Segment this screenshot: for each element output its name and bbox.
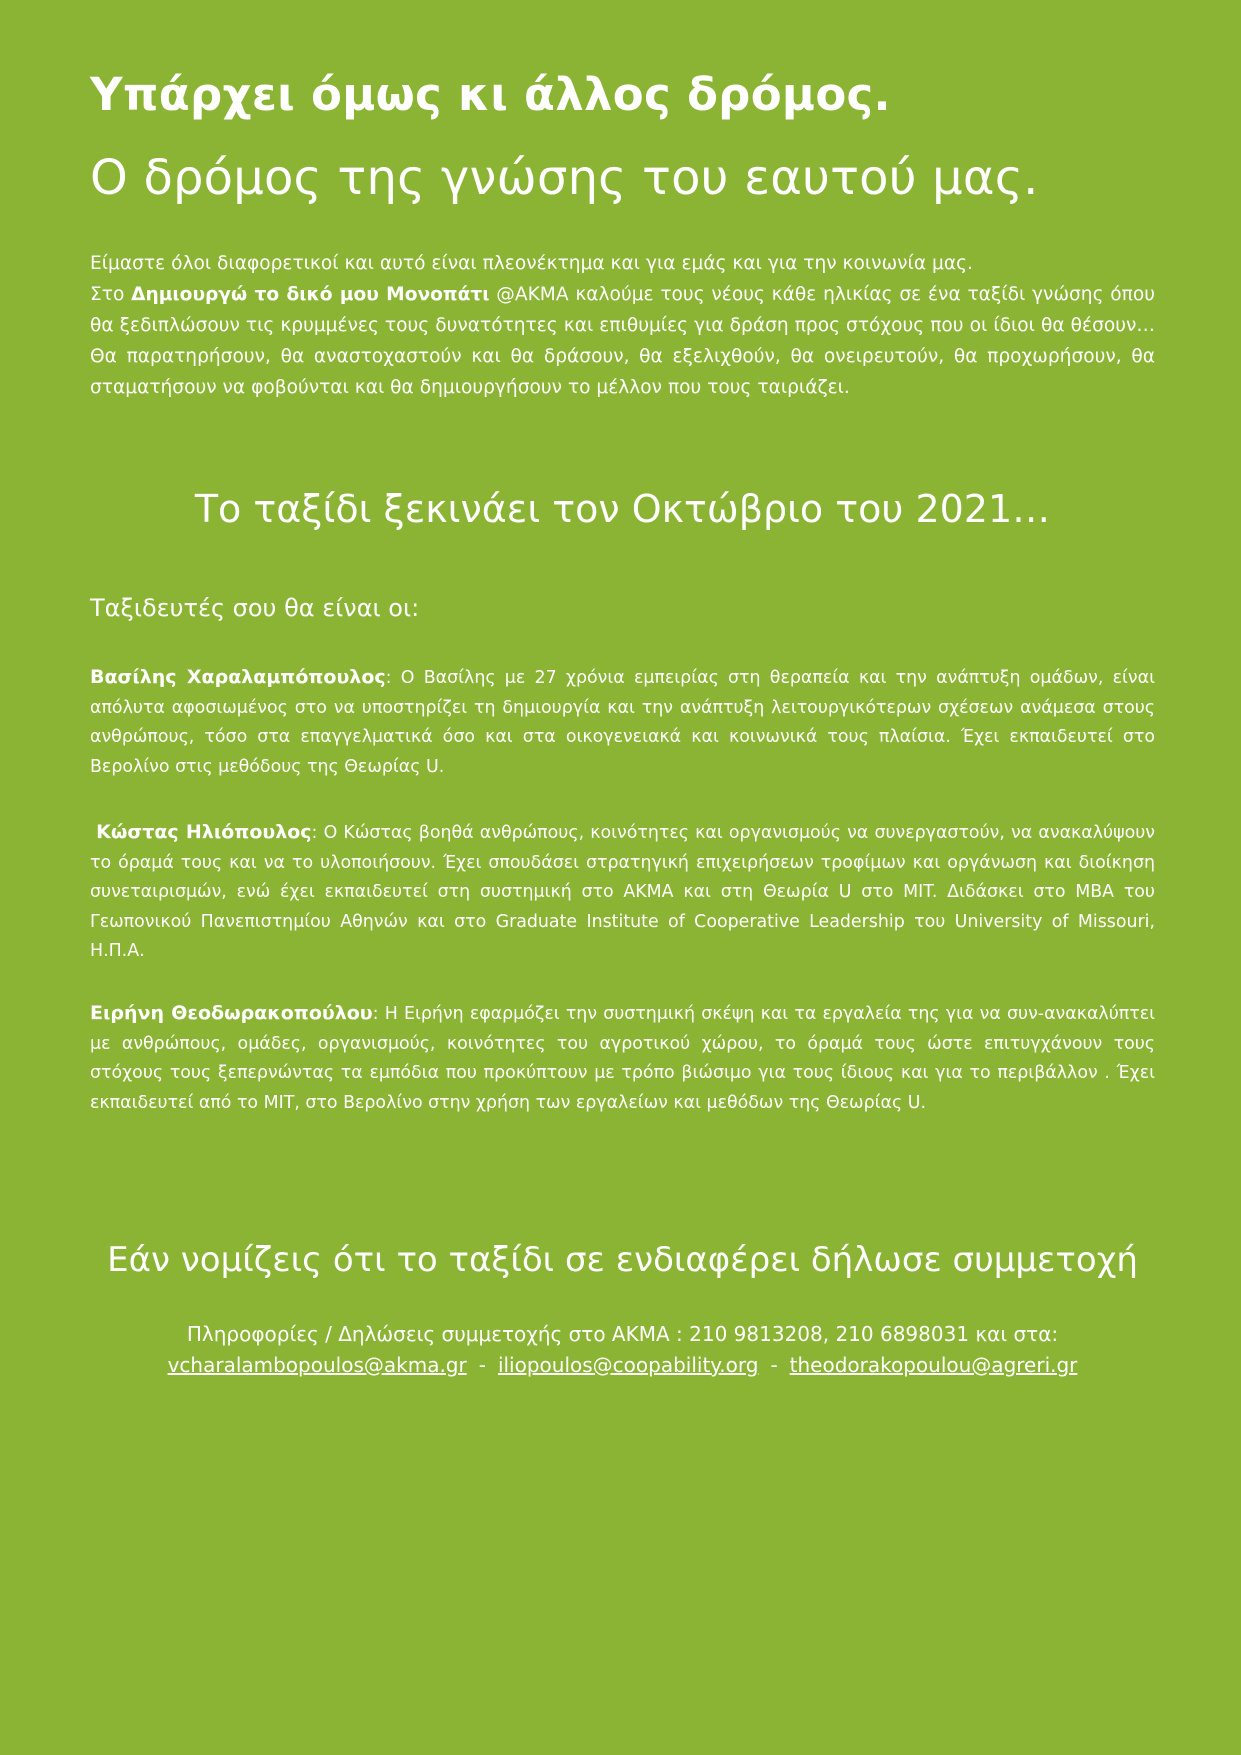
intro-paragraph [90, 248, 1155, 403]
call-to-action: Εάν νομίζεις ότι το ταξίδι σε ενδιαφέρει δήλωσε συμμετοχή [107, 1240, 1138, 1280]
bio-eirini [90, 999, 1155, 1118]
journey-start-heading: Το ταξίδι ξεκινάει τον Οκτώβριο του 2021… [194, 487, 1051, 531]
email-link-theodorakopoulou[interactable]: theodorakopoulou@agreri.gr [789, 1353, 1078, 1377]
bio-kostas [90, 818, 1155, 967]
bio-name: Κώστας Ηλιόπουλος [96, 821, 312, 843]
bio-name: Ειρήνη Θεοδωρακοπούλου [90, 1002, 373, 1024]
intro-rest: @ΑΚΜΑ καλούμε τους νέους κάθε ηλικίας σε ένα ταξίδι γνώσης όπου θα ξεδιπλώσουν τις κρυμμένες τους δυνατότητες και επιθυμίες για δράση προς στόχους που οι ίδιοι θα θέσουν… Θα παρατηρήσουν, θα αναστοχαστούν και θα δράσουν, θα εξελιχθούν, θα ονειρευτούν, θα προχωρήσουν, θα σταματήσουν να φοβούνται και θα δημιουργήσουν το μέλλον που τους ταιριάζει. [90, 284, 1155, 398]
travellers-heading: Ταξιδευτές σου θα είναι οι: [90, 594, 420, 622]
contact-emails [90, 1350, 1155, 1381]
headline-subtitle: Ο δρόμος της γνώσης του εαυτού μας. [90, 150, 1039, 206]
program-name: Δημιουργώ το δικό μου Μονοπάτι [131, 284, 490, 305]
email-link-iliopoulos[interactable]: iliopoulos@coopability.org [497, 1353, 759, 1377]
email-separator: - [478, 1353, 486, 1377]
contact-info [90, 1319, 1155, 1381]
contact-line: Πληροφορίες / Δηλώσεις συμμετοχής στο ΑΚΜΑ : 210 9813208, 210 6898031 και στα: [186, 1322, 1059, 1346]
bio-text: : Ο Κώστας βοηθά ανθρώπους, κοινότητες και οργανισμούς να συνεργαστούν, να ανακαλύψουν το όραμά τους και να το υλοποιήσουν. Έχει σπουδάσει στρατηγική επιχειρήσεων τροφίμων και οργάνωση και διοίκηση συνεταιρισμών, ενώ έχει εκπαιδευτεί στη συστημική στο ΑΚΜΑ και στη Θεωρία U στο MIT. Διδάσκει στο MBA του Γεωπονικού Πανεπιστημίου Αθηνών και στο Graduate Institute of Cooperative Leadership του University of Missouri, Η.Π.Α. [90, 823, 1155, 961]
intro-line-1: Είμαστε όλοι διαφορετικοί και αυτό είναι πλεονέκτημα και για εμάς και για την κοινωνία μας. [90, 253, 973, 274]
bio-text: : Η Ειρήνη εφαρμόζει την συστημική σκέψη και τα εργαλεία της για να συν-ανακαλύπτει με ανθρώπους, ομάδες, οργανισμούς, κοινότητες του αγροτικού χώρου, το όραμά τους ώστε επιτυγχάνουν τους στόχους τους ξεπερνώντας τα εμπόδια που προκύπτουν με τρόπο βιώσιμο για τους ίδιους και για το περιβάλλον . Έχει εκπαιδευτεί από το MIT, στο Βερολίνο στην χρήση των εργαλείων και μεθόδων της Θεωρίας U. [90, 1004, 1156, 1113]
headline-title: Υπάρχει όμως κι άλλος δρόμος. [90, 68, 891, 121]
bio-vasilis [90, 663, 1155, 782]
email-link-vcharalambopoulos[interactable]: vcharalambopoulos@akma.gr [167, 1353, 467, 1377]
email-separator: - [770, 1353, 778, 1377]
bio-name: Βασίλης Χαραλαμπόπουλος [90, 666, 386, 688]
bio-text: : Ο Βασίλης με 27 χρόνια εμπειρίας στη θεραπεία και την ανάπτυξη ομάδων, είναι απόλυτα αφοσιωμένος στο να υποστηρίζει τη δημιουργία και την ανάπτυξη λειτουργικότερων σχέσεων ανάμεσα στους ανθρώπους, τόσο στα επαγγελματικά όσο και στα οικογενειακά και κοινωνικά τους πλαίσια. Έχει εκπαιδευτεί στο Βερολίνο στις μεθόδους της Θεωρίας U. [90, 668, 1155, 777]
intro-prefix: Στο [90, 284, 132, 305]
intro-line-2 [90, 279, 1155, 403]
